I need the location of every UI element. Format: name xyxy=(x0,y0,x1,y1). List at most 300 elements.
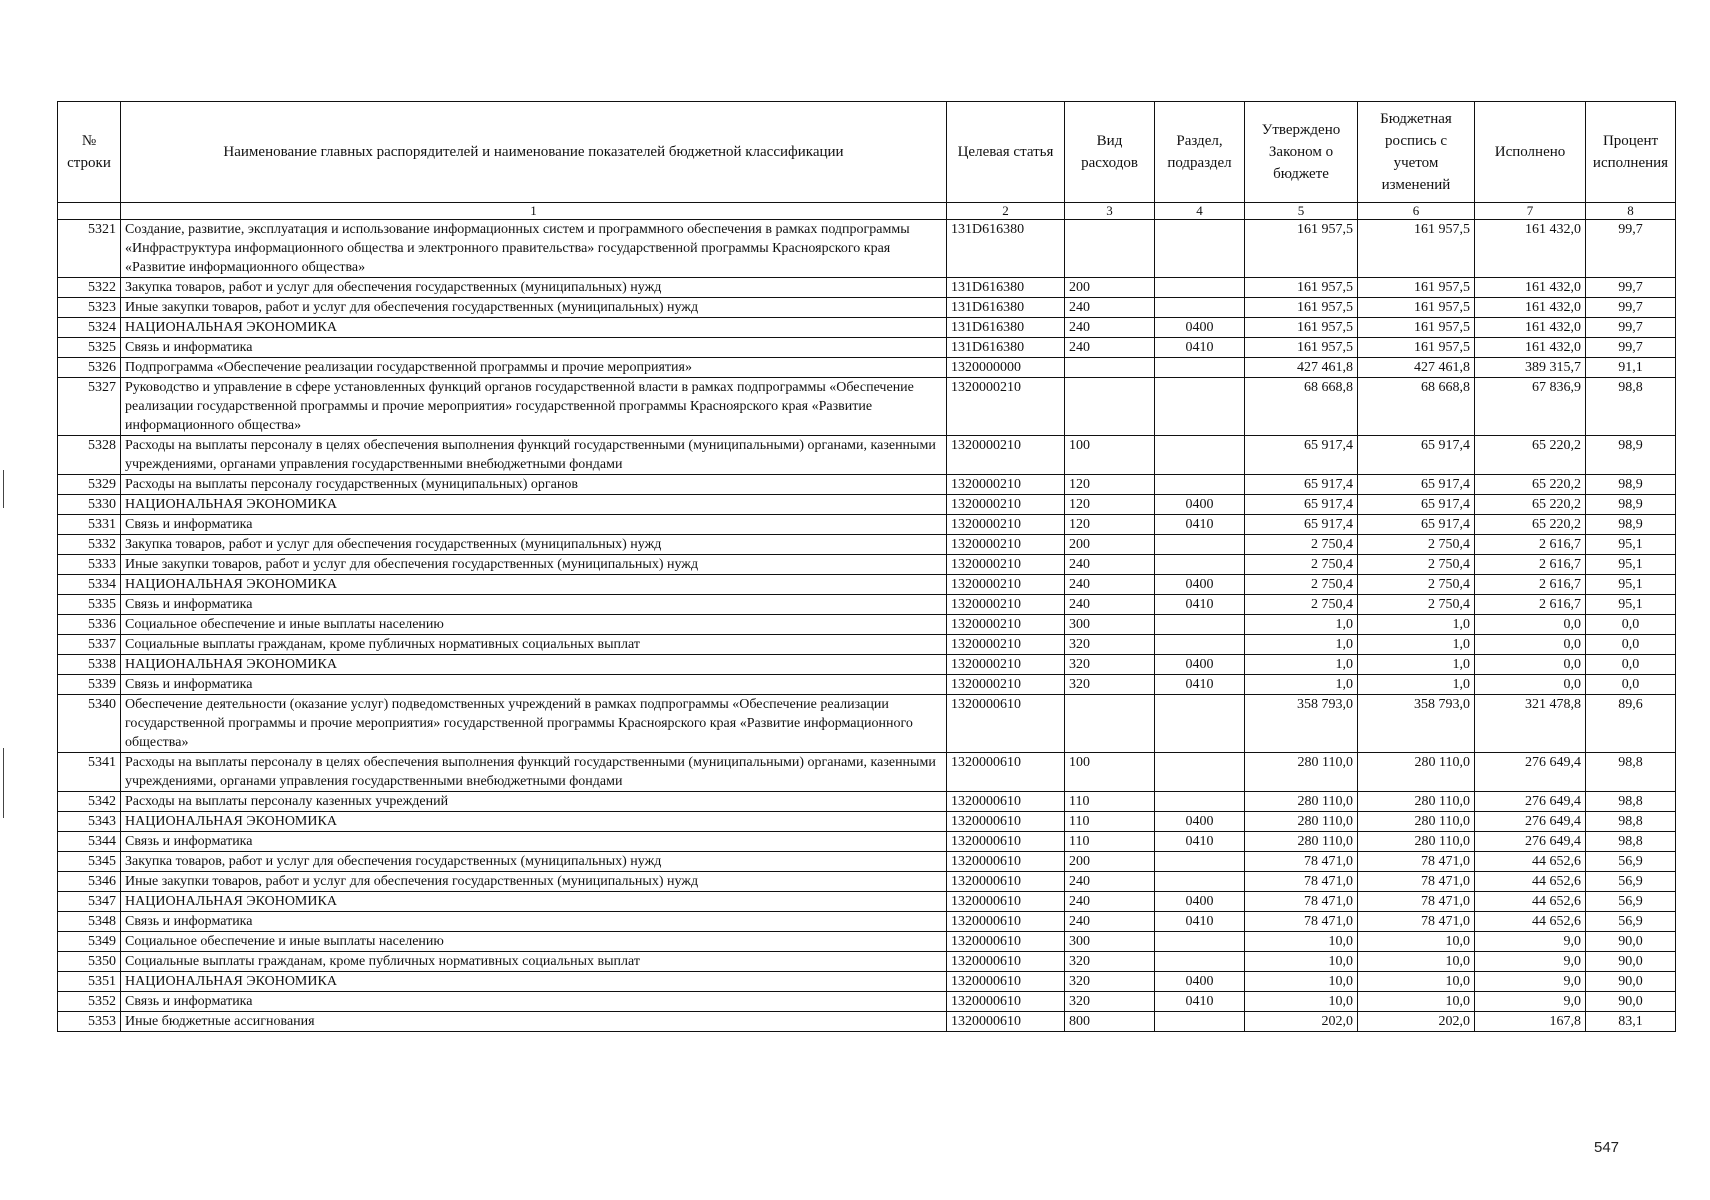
row-section xyxy=(1155,792,1245,812)
row-name: Подпрограмма «Обеспечение реализации государственной программы и прочие мероприятия» xyxy=(121,358,947,378)
row-schedule: 161 957,5 xyxy=(1358,278,1475,298)
row-name: НАЦИОНАЛЬНАЯ ЭКОНОМИКА xyxy=(121,495,947,515)
row-approved: 161 957,5 xyxy=(1245,278,1358,298)
table-row xyxy=(58,338,1676,358)
row-expense-type: 200 xyxy=(1065,852,1155,872)
row-expense-type: 240 xyxy=(1065,298,1155,318)
table-row xyxy=(58,972,1676,992)
row-approved: 65 917,4 xyxy=(1245,475,1358,495)
row-target-article: 1320000610 xyxy=(947,992,1065,1012)
table-row xyxy=(58,892,1676,912)
row-schedule: 2 750,4 xyxy=(1358,555,1475,575)
row-executed: 0,0 xyxy=(1475,615,1586,635)
row-expense-type: 240 xyxy=(1065,555,1155,575)
row-expense-type: 100 xyxy=(1065,436,1155,475)
row-schedule: 1,0 xyxy=(1358,675,1475,695)
row-schedule: 1,0 xyxy=(1358,655,1475,675)
row-approved: 358 793,0 xyxy=(1245,695,1358,753)
row-executed: 2 616,7 xyxy=(1475,535,1586,555)
row-executed: 389 315,7 xyxy=(1475,358,1586,378)
row-expense-type: 240 xyxy=(1065,318,1155,338)
row-expense-type: 200 xyxy=(1065,535,1155,555)
row-executed: 65 220,2 xyxy=(1475,475,1586,495)
row-expense-type: 320 xyxy=(1065,972,1155,992)
row-executed: 161 432,0 xyxy=(1475,298,1586,318)
header-schedule: Бюджетная роспись с учетом изменений xyxy=(1358,102,1475,203)
row-number: 5348 xyxy=(58,912,121,932)
row-approved: 10,0 xyxy=(1245,992,1358,1012)
row-name: Связь и информатика xyxy=(121,832,947,852)
table-row xyxy=(58,932,1676,952)
table-row xyxy=(58,695,1676,753)
row-section: 0400 xyxy=(1155,892,1245,912)
row-expense-type xyxy=(1065,220,1155,278)
row-percent: 95,1 xyxy=(1586,535,1676,555)
row-executed: 65 220,2 xyxy=(1475,436,1586,475)
row-name: Связь и информатика xyxy=(121,675,947,695)
row-approved: 161 957,5 xyxy=(1245,220,1358,278)
row-percent: 98,8 xyxy=(1586,753,1676,792)
header-name: Наименование главных распорядителей и наименование показателей бюджетной классификации xyxy=(121,102,947,203)
row-executed: 161 432,0 xyxy=(1475,220,1586,278)
budget-table xyxy=(57,101,1676,1032)
row-approved: 65 917,4 xyxy=(1245,515,1358,535)
row-percent: 83,1 xyxy=(1586,1012,1676,1032)
table-row xyxy=(58,992,1676,1012)
row-number: 5330 xyxy=(58,495,121,515)
row-name: Социальное обеспечение и иные выплаты населению xyxy=(121,932,947,952)
table-row xyxy=(58,952,1676,972)
row-name: НАЦИОНАЛЬНАЯ ЭКОНОМИКА xyxy=(121,812,947,832)
column-number xyxy=(58,203,121,220)
row-schedule: 10,0 xyxy=(1358,972,1475,992)
row-section: 0410 xyxy=(1155,832,1245,852)
row-expense-type: 200 xyxy=(1065,278,1155,298)
row-schedule: 65 917,4 xyxy=(1358,515,1475,535)
row-schedule: 358 793,0 xyxy=(1358,695,1475,753)
row-section xyxy=(1155,872,1245,892)
row-section xyxy=(1155,436,1245,475)
table-body xyxy=(58,220,1676,1032)
row-approved: 202,0 xyxy=(1245,1012,1358,1032)
row-name: Связь и информатика xyxy=(121,912,947,932)
row-approved: 2 750,4 xyxy=(1245,575,1358,595)
row-number: 5327 xyxy=(58,378,121,436)
row-expense-type: 110 xyxy=(1065,792,1155,812)
table-row xyxy=(58,495,1676,515)
row-section xyxy=(1155,298,1245,318)
row-target-article: 1320000610 xyxy=(947,892,1065,912)
table-row xyxy=(58,852,1676,872)
table-row xyxy=(58,635,1676,655)
table-row xyxy=(58,812,1676,832)
row-schedule: 65 917,4 xyxy=(1358,495,1475,515)
table-row xyxy=(58,378,1676,436)
row-schedule: 78 471,0 xyxy=(1358,912,1475,932)
column-number: 6 xyxy=(1358,203,1475,220)
row-section: 0400 xyxy=(1155,575,1245,595)
table-row xyxy=(58,575,1676,595)
row-section xyxy=(1155,753,1245,792)
row-percent: 90,0 xyxy=(1586,992,1676,1012)
row-target-article: 1320000610 xyxy=(947,852,1065,872)
row-schedule: 2 750,4 xyxy=(1358,535,1475,555)
table-row xyxy=(58,555,1676,575)
row-target-article: 131D616380 xyxy=(947,278,1065,298)
row-section: 0400 xyxy=(1155,812,1245,832)
row-executed: 44 652,6 xyxy=(1475,912,1586,932)
table-row xyxy=(58,615,1676,635)
header-percent: Процент исполнения xyxy=(1586,102,1676,203)
table-row xyxy=(58,220,1676,278)
row-section xyxy=(1155,358,1245,378)
row-schedule: 2 750,4 xyxy=(1358,595,1475,615)
row-executed: 0,0 xyxy=(1475,675,1586,695)
row-approved: 1,0 xyxy=(1245,615,1358,635)
row-target-article: 1320000210 xyxy=(947,495,1065,515)
row-executed: 44 652,6 xyxy=(1475,892,1586,912)
row-expense-type: 120 xyxy=(1065,475,1155,495)
column-number: 3 xyxy=(1065,203,1155,220)
row-percent: 90,0 xyxy=(1586,932,1676,952)
row-name: Иные бюджетные ассигнования xyxy=(121,1012,947,1032)
row-approved: 280 110,0 xyxy=(1245,792,1358,812)
row-target-article: 1320000210 xyxy=(947,595,1065,615)
row-approved: 10,0 xyxy=(1245,972,1358,992)
row-percent: 99,7 xyxy=(1586,318,1676,338)
row-section: 0410 xyxy=(1155,338,1245,358)
row-number: 5341 xyxy=(58,753,121,792)
row-approved: 161 957,5 xyxy=(1245,298,1358,318)
table-row xyxy=(58,515,1676,535)
row-approved: 10,0 xyxy=(1245,932,1358,952)
row-name: Расходы на выплаты персоналу в целях обеспечения выполнения функций государственными (муниципальными) органами, казенными учреждениями, органами управления государственными внебюджетными фондами xyxy=(121,753,947,792)
row-executed: 276 649,4 xyxy=(1475,812,1586,832)
table-row xyxy=(58,832,1676,852)
row-section: 0410 xyxy=(1155,515,1245,535)
row-section: 0410 xyxy=(1155,595,1245,615)
row-schedule: 10,0 xyxy=(1358,932,1475,952)
row-number: 5329 xyxy=(58,475,121,495)
row-approved: 1,0 xyxy=(1245,675,1358,695)
row-name: Создание, развитие, эксплуатация и использование информационных систем и программного обеспечения в рамках подпрограммы «Инфраструктура информационного общества и электронного правительства» государственной программы Красноярского края «Развитие информационного общества» xyxy=(121,220,947,278)
row-number: 5333 xyxy=(58,555,121,575)
row-percent: 98,9 xyxy=(1586,495,1676,515)
row-section xyxy=(1155,535,1245,555)
row-executed: 9,0 xyxy=(1475,932,1586,952)
row-percent: 95,1 xyxy=(1586,595,1676,615)
row-number: 5334 xyxy=(58,575,121,595)
row-executed: 67 836,9 xyxy=(1475,378,1586,436)
row-name: Связь и информатика xyxy=(121,515,947,535)
column-number: 2 xyxy=(947,203,1065,220)
row-name: Социальные выплаты гражданам, кроме публичных нормативных социальных выплат xyxy=(121,635,947,655)
row-executed: 167,8 xyxy=(1475,1012,1586,1032)
row-section xyxy=(1155,220,1245,278)
row-section xyxy=(1155,1012,1245,1032)
row-number: 5349 xyxy=(58,932,121,952)
row-approved: 2 750,4 xyxy=(1245,595,1358,615)
row-percent: 0,0 xyxy=(1586,675,1676,695)
table-row xyxy=(58,436,1676,475)
table-row xyxy=(58,1012,1676,1032)
row-percent: 98,8 xyxy=(1586,832,1676,852)
row-number: 5346 xyxy=(58,872,121,892)
row-executed: 0,0 xyxy=(1475,655,1586,675)
row-target-article: 131D616380 xyxy=(947,338,1065,358)
row-expense-type: 100 xyxy=(1065,753,1155,792)
row-target-article: 1320000610 xyxy=(947,832,1065,852)
row-approved: 161 957,5 xyxy=(1245,318,1358,338)
row-expense-type: 240 xyxy=(1065,912,1155,932)
table-header-row xyxy=(58,102,1676,203)
row-percent: 90,0 xyxy=(1586,972,1676,992)
table-row xyxy=(58,872,1676,892)
row-executed: 2 616,7 xyxy=(1475,555,1586,575)
row-expense-type: 320 xyxy=(1065,635,1155,655)
row-expense-type: 320 xyxy=(1065,655,1155,675)
row-name: Обеспечение деятельности (оказание услуг) подведомственных учреждений в рамках подпрограммы «Обеспечение реализации государственной программы и прочие мероприятия» государственной программы Красноярского края «Развитие информационного общества» xyxy=(121,695,947,753)
row-section xyxy=(1155,615,1245,635)
row-name: Расходы на выплаты персоналу государственных (муниципальных) органов xyxy=(121,475,947,495)
row-expense-type: 320 xyxy=(1065,992,1155,1012)
row-target-article: 1320000210 xyxy=(947,615,1065,635)
row-number: 5328 xyxy=(58,436,121,475)
row-number: 5339 xyxy=(58,675,121,695)
row-expense-type: 120 xyxy=(1065,515,1155,535)
row-percent: 0,0 xyxy=(1586,655,1676,675)
row-target-article: 1320000210 xyxy=(947,675,1065,695)
row-percent: 98,9 xyxy=(1586,515,1676,535)
row-name: Связь и информатика xyxy=(121,595,947,615)
row-expense-type: 110 xyxy=(1065,812,1155,832)
row-name: Иные закупки товаров, работ и услуг для обеспечения государственных (муниципальных) нужд xyxy=(121,555,947,575)
row-schedule: 1,0 xyxy=(1358,615,1475,635)
row-number: 5352 xyxy=(58,992,121,1012)
column-number: 5 xyxy=(1245,203,1358,220)
row-approved: 78 471,0 xyxy=(1245,852,1358,872)
row-number: 5342 xyxy=(58,792,121,812)
row-name: Расходы на выплаты персоналу казенных учреждений xyxy=(121,792,947,812)
row-executed: 44 652,6 xyxy=(1475,872,1586,892)
column-number: 4 xyxy=(1155,203,1245,220)
row-target-article: 1320000210 xyxy=(947,575,1065,595)
table-row xyxy=(58,675,1676,695)
row-expense-type xyxy=(1065,695,1155,753)
row-percent: 90,0 xyxy=(1586,952,1676,972)
row-schedule: 161 957,5 xyxy=(1358,298,1475,318)
row-expense-type xyxy=(1065,378,1155,436)
row-expense-type: 240 xyxy=(1065,575,1155,595)
row-percent: 56,9 xyxy=(1586,912,1676,932)
row-percent: 99,7 xyxy=(1586,220,1676,278)
row-target-article: 1320000210 xyxy=(947,378,1065,436)
row-approved: 78 471,0 xyxy=(1245,912,1358,932)
row-schedule: 427 461,8 xyxy=(1358,358,1475,378)
row-number: 5347 xyxy=(58,892,121,912)
row-schedule: 202,0 xyxy=(1358,1012,1475,1032)
row-executed: 44 652,6 xyxy=(1475,852,1586,872)
row-executed: 161 432,0 xyxy=(1475,338,1586,358)
row-section: 0400 xyxy=(1155,655,1245,675)
row-approved: 1,0 xyxy=(1245,655,1358,675)
row-executed: 9,0 xyxy=(1475,992,1586,1012)
table-row xyxy=(58,535,1676,555)
row-schedule: 68 668,8 xyxy=(1358,378,1475,436)
row-schedule: 10,0 xyxy=(1358,992,1475,1012)
header-executed: Исполнено xyxy=(1475,102,1586,203)
row-schedule: 65 917,4 xyxy=(1358,475,1475,495)
row-executed: 2 616,7 xyxy=(1475,575,1586,595)
row-percent: 98,9 xyxy=(1586,436,1676,475)
row-approved: 65 917,4 xyxy=(1245,495,1358,515)
row-schedule: 161 957,5 xyxy=(1358,220,1475,278)
row-name: Связь и информатика xyxy=(121,992,947,1012)
row-executed: 276 649,4 xyxy=(1475,792,1586,812)
row-number: 5321 xyxy=(58,220,121,278)
row-executed: 65 220,2 xyxy=(1475,515,1586,535)
row-approved: 68 668,8 xyxy=(1245,378,1358,436)
row-target-article: 1320000210 xyxy=(947,635,1065,655)
row-percent: 98,8 xyxy=(1586,378,1676,436)
row-executed: 0,0 xyxy=(1475,635,1586,655)
row-schedule: 10,0 xyxy=(1358,952,1475,972)
row-schedule: 161 957,5 xyxy=(1358,318,1475,338)
row-target-article: 1320000610 xyxy=(947,972,1065,992)
row-target-article: 1320000000 xyxy=(947,358,1065,378)
row-percent: 95,1 xyxy=(1586,575,1676,595)
row-name: Иные закупки товаров, работ и услуг для обеспечения государственных (муниципальных) нужд xyxy=(121,872,947,892)
row-percent: 56,9 xyxy=(1586,872,1676,892)
row-executed: 65 220,2 xyxy=(1475,495,1586,515)
row-percent: 99,7 xyxy=(1586,338,1676,358)
row-section: 0410 xyxy=(1155,992,1245,1012)
row-number: 5337 xyxy=(58,635,121,655)
row-percent: 95,1 xyxy=(1586,555,1676,575)
row-target-article: 1320000610 xyxy=(947,792,1065,812)
row-schedule: 65 917,4 xyxy=(1358,436,1475,475)
row-number: 5343 xyxy=(58,812,121,832)
row-expense-type: 240 xyxy=(1065,595,1155,615)
row-number: 5323 xyxy=(58,298,121,318)
row-target-article: 1320000610 xyxy=(947,952,1065,972)
row-name: Иные закупки товаров, работ и услуг для обеспечения государственных (муниципальных) нужд xyxy=(121,298,947,318)
row-expense-type: 320 xyxy=(1065,952,1155,972)
table-row xyxy=(58,278,1676,298)
row-target-article: 1320000210 xyxy=(947,535,1065,555)
row-number: 5351 xyxy=(58,972,121,992)
row-executed: 9,0 xyxy=(1475,952,1586,972)
row-approved: 78 471,0 xyxy=(1245,892,1358,912)
row-section: 0400 xyxy=(1155,318,1245,338)
row-approved: 1,0 xyxy=(1245,635,1358,655)
row-number: 5340 xyxy=(58,695,121,753)
row-number: 5331 xyxy=(58,515,121,535)
row-schedule: 280 110,0 xyxy=(1358,832,1475,852)
row-approved: 280 110,0 xyxy=(1245,812,1358,832)
page-number: 547 xyxy=(1594,1139,1620,1156)
row-section: 0400 xyxy=(1155,972,1245,992)
row-approved: 280 110,0 xyxy=(1245,832,1358,852)
row-number: 5350 xyxy=(58,952,121,972)
scan-margin-mark xyxy=(3,748,4,818)
row-section xyxy=(1155,952,1245,972)
row-target-article: 1320000610 xyxy=(947,812,1065,832)
row-number: 5326 xyxy=(58,358,121,378)
table-row xyxy=(58,595,1676,615)
row-section xyxy=(1155,852,1245,872)
row-executed: 321 478,8 xyxy=(1475,695,1586,753)
row-executed: 2 616,7 xyxy=(1475,595,1586,615)
row-percent: 89,6 xyxy=(1586,695,1676,753)
table-row xyxy=(58,318,1676,338)
row-target-article: 131D616380 xyxy=(947,220,1065,278)
row-executed: 276 649,4 xyxy=(1475,832,1586,852)
row-approved: 2 750,4 xyxy=(1245,535,1358,555)
row-schedule: 78 471,0 xyxy=(1358,892,1475,912)
header-target-article: Целевая статья xyxy=(947,102,1065,203)
table-row xyxy=(58,912,1676,932)
row-name: Закупка товаров, работ и услуг для обеспечения государственных (муниципальных) нужд xyxy=(121,535,947,555)
row-percent: 56,9 xyxy=(1586,852,1676,872)
row-name: Руководство и управление в сфере установленных функций органов государственной власти в рамках подпрограммы «Обеспечение реализации государственной программы и прочие мероприятия» государственной программы Красноярского края «Развитие информационного общества» xyxy=(121,378,947,436)
row-name: НАЦИОНАЛЬНАЯ ЭКОНОМИКА xyxy=(121,892,947,912)
row-executed: 9,0 xyxy=(1475,972,1586,992)
row-executed: 276 649,4 xyxy=(1475,753,1586,792)
table-row xyxy=(58,475,1676,495)
row-section xyxy=(1155,932,1245,952)
row-name: НАЦИОНАЛЬНАЯ ЭКОНОМИКА xyxy=(121,655,947,675)
column-number: 1 xyxy=(121,203,947,220)
row-name: Закупка товаров, работ и услуг для обеспечения государственных (муниципальных) нужд xyxy=(121,278,947,298)
row-name: НАЦИОНАЛЬНАЯ ЭКОНОМИКА xyxy=(121,972,947,992)
row-section xyxy=(1155,378,1245,436)
row-section: 0410 xyxy=(1155,675,1245,695)
row-schedule: 280 110,0 xyxy=(1358,792,1475,812)
row-percent: 91,1 xyxy=(1586,358,1676,378)
row-approved: 280 110,0 xyxy=(1245,753,1358,792)
row-schedule: 280 110,0 xyxy=(1358,812,1475,832)
row-approved: 161 957,5 xyxy=(1245,338,1358,358)
row-name: НАЦИОНАЛЬНАЯ ЭКОНОМИКА xyxy=(121,318,947,338)
row-expense-type: 240 xyxy=(1065,338,1155,358)
row-target-article: 1320000610 xyxy=(947,1012,1065,1032)
row-percent: 99,7 xyxy=(1586,298,1676,318)
row-target-article: 131D616380 xyxy=(947,318,1065,338)
row-section: 0410 xyxy=(1155,912,1245,932)
row-expense-type: 800 xyxy=(1065,1012,1155,1032)
row-target-article: 1320000610 xyxy=(947,753,1065,792)
row-number: 5353 xyxy=(58,1012,121,1032)
row-target-article: 131D616380 xyxy=(947,298,1065,318)
row-number: 5332 xyxy=(58,535,121,555)
column-number: 8 xyxy=(1586,203,1676,220)
table-row xyxy=(58,792,1676,812)
row-percent: 0,0 xyxy=(1586,635,1676,655)
row-number: 5344 xyxy=(58,832,121,852)
row-name: Социальное обеспечение и иные выплаты населению xyxy=(121,615,947,635)
scan-margin-mark xyxy=(3,470,4,508)
row-executed: 161 432,0 xyxy=(1475,318,1586,338)
row-name: Расходы на выплаты персоналу в целях обеспечения выполнения функций государственными (муниципальными) органами, казенными учреждениями, органами управления государственными внебюджетными фондами xyxy=(121,436,947,475)
table-row xyxy=(58,358,1676,378)
row-target-article: 1320000210 xyxy=(947,515,1065,535)
row-number: 5322 xyxy=(58,278,121,298)
row-target-article: 1320000210 xyxy=(947,475,1065,495)
row-schedule: 280 110,0 xyxy=(1358,753,1475,792)
column-number-row xyxy=(58,203,1676,220)
row-section xyxy=(1155,475,1245,495)
